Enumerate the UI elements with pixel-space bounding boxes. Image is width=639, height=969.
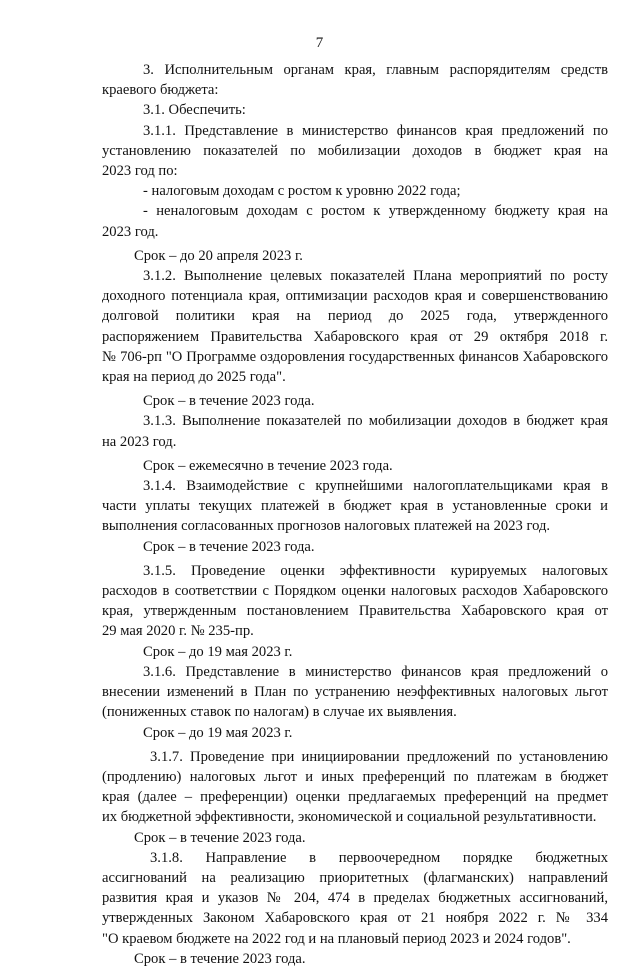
deadline xyxy=(102,246,608,266)
page-number: 7 xyxy=(315,35,324,51)
paragraph-3-1-7 xyxy=(102,747,608,828)
text-line: 3.1.6. Представление в министерство финансов края предложений о xyxy=(143,663,608,680)
text-line: - налоговым доходам с ростом к уровню 2022 года; xyxy=(143,183,461,200)
paragraph-3-1-5 xyxy=(102,561,608,642)
paragraph-3-1-6 xyxy=(102,662,608,723)
text-line: Срок – в течение 2023 года. xyxy=(134,829,306,846)
text-line: утвержденных Законом Хабаровского края от 21 ноября 2022 г. № 334 xyxy=(102,910,608,927)
bullet-item xyxy=(102,181,608,201)
text-line: 3. Исполнительным органам края, главным распорядителям средств xyxy=(143,62,608,78)
text-line: краевого бюджета: xyxy=(102,82,219,99)
paragraph-3-1-4 xyxy=(102,476,608,537)
paragraph-3-1-3 xyxy=(102,411,608,451)
text-line: 2023 год. xyxy=(102,223,159,240)
text-line: долговой политики края на период до 2025 года, утвержденного xyxy=(102,308,608,325)
text-line: Срок – до 20 апреля 2023 г. xyxy=(134,247,303,264)
deadline xyxy=(102,391,608,411)
text-line: Срок – в течение 2023 года. xyxy=(143,538,315,555)
deadline xyxy=(102,456,608,476)
text-line: 2023 год по: xyxy=(102,163,178,180)
text-line: Срок – в течение 2023 года. xyxy=(134,950,306,967)
text-line: - неналоговым доходам с ростом к утвержденному бюджету края на xyxy=(143,203,608,220)
text-line: выполнения согласованных прогнозов налоговых платежей на 2023 год. xyxy=(102,518,551,535)
deadline xyxy=(102,537,608,557)
text-line: Срок – в течение 2023 года. xyxy=(143,393,315,410)
text-line: 3.1.4. Взаимодействие с крупнейшими налогоплательщиками края в xyxy=(143,478,608,495)
bullet-item xyxy=(102,201,608,241)
text-line: края, утвержденным постановлением Правительства Хабаровского края от xyxy=(102,603,608,620)
paragraph-3-1-1 xyxy=(102,121,608,182)
paragraph-3-1-8 xyxy=(102,848,608,949)
text-line: на 2023 год. xyxy=(102,433,177,450)
paragraph-3 xyxy=(102,60,608,100)
text-line: 3.1. Обеспечить: xyxy=(143,102,246,119)
deadline xyxy=(102,642,608,662)
paragraph-3-1-2 xyxy=(102,266,608,387)
text-line: доходного потенциала края, оптимизации расходов края и совершенствованию xyxy=(102,288,608,305)
text-line: № 706-рп "О Программе оздоровления государственных финансов Хабаровского xyxy=(102,348,608,365)
deadline xyxy=(102,723,608,743)
text-line: края (далее – преференции) оценки предлагаемых преференций на предмет xyxy=(102,789,608,806)
text-line: установлению показателей по мобилизации доходов в бюджет края на xyxy=(102,142,608,159)
text-line: 3.1.1. Представление в министерство финансов края предложений по xyxy=(143,122,608,139)
text-line: части уплаты текущих платежей в бюджет края в установленные сроки и xyxy=(102,498,608,515)
text-line: Срок – ежемесячно в течение 2023 года. xyxy=(143,457,393,474)
text-line: (пониженных ставок по налогам) в случае их выявления. xyxy=(102,704,457,721)
text-line: ассигнований на реализацию приоритетных (флагманских) направлений xyxy=(102,869,608,886)
text-line: (продлению) налоговых льгот и иных преференций по платежам в бюджет xyxy=(102,768,608,785)
deadline xyxy=(102,828,608,848)
text-line: Срок – до 19 мая 2023 г. xyxy=(143,724,293,741)
deadline xyxy=(102,949,608,969)
text-line: Срок – до 19 мая 2023 г. xyxy=(143,643,293,660)
text-line: 29 мая 2020 г. № 235-пр. xyxy=(102,623,254,640)
text-line: 3.1.2. Выполнение целевых показателей Плана мероприятий по росту xyxy=(143,268,608,285)
text-line: распоряжением Правительства Хабаровского края от 29 октября 2018 г. xyxy=(102,328,608,345)
text-line: их бюджетной эффективности, экономической и социальной результативности. xyxy=(102,809,597,826)
text-line: 3.1.5. Проведение оценки эффективности курируемых налоговых xyxy=(143,562,608,579)
text-line: 3.1.7. Проведение при инициировании предложений по установлению xyxy=(150,748,608,765)
paragraph-3-1 xyxy=(102,100,608,120)
text-line: внесении изменений в План по устранению неэффективных налоговых льгот xyxy=(102,684,608,701)
text-line: 3.1.8. Направление в первоочередном порядке бюджетных xyxy=(150,849,608,866)
text-line: развития края и указов № 204, 474 в пределах бюджетных ассигнований, xyxy=(102,890,608,907)
text-line: 3.1.3. Выполнение показателей по мобилизации доходов в бюджет края xyxy=(143,413,608,430)
text-line: "О краевом бюджете на 2022 год и на плановый период 2023 и 2024 годов". xyxy=(102,930,571,947)
text-line: края на период до 2025 года". xyxy=(102,369,286,386)
document-body xyxy=(102,60,608,969)
text-line: расходов в соответствии с Порядком оценки налоговых расходов Хабаровского xyxy=(102,583,608,600)
